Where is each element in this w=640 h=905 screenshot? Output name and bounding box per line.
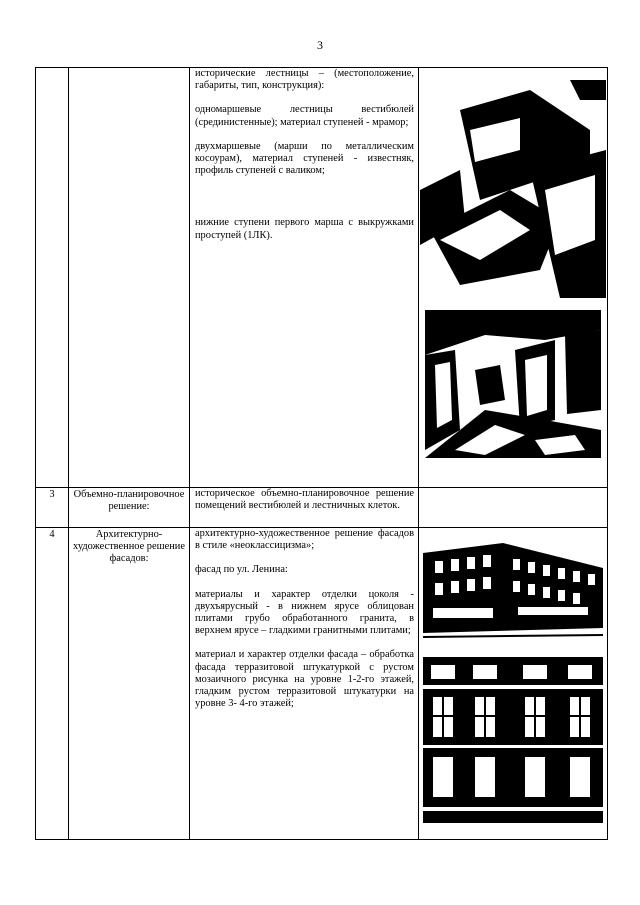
row-name: Объемно-планировочное решение: xyxy=(69,488,190,528)
protection-subject-table xyxy=(35,67,608,840)
row-photos xyxy=(419,68,608,488)
description-paragraph: архитектурно-художественное решение фасадов в стиле «неоклассицизма»; xyxy=(195,528,414,552)
row-description xyxy=(190,488,419,528)
page-number: 3 xyxy=(317,38,323,52)
description-paragraph: материал и характер отделки фасада – обработка фасада терразитовой штукатуркой с рустом мозаичного рисунка на уровне 1-2-го этажей, гладким рустом терразитовой штукатурки на уровне 3- 4-го этажей; xyxy=(195,649,414,710)
description-paragraph: историческое объемно-планировочное решение помещений вестибюлей и лестничных клеток. xyxy=(195,488,414,512)
facade-detail-photo xyxy=(423,657,603,823)
description-paragraph: двухмаршевые (марши по металлическим косоурам), материал ступеней - известняк, профиль ступеней с валиком; xyxy=(195,140,414,177)
description-paragraph: нижние ступени первого марша с выкружками проступей (1ЛК). xyxy=(195,217,414,241)
description-paragraph: одномаршевые лестницы вестибюлей (срединистенные); материал ступеней - мрамор; xyxy=(195,104,414,128)
row-photos xyxy=(419,528,608,840)
row-number: 3 xyxy=(36,488,69,528)
row-number: 4 xyxy=(36,528,69,840)
description-paragraph: фасад по ул. Ленина: xyxy=(195,564,288,576)
row-number xyxy=(36,68,69,488)
table-row xyxy=(36,68,608,488)
table-row xyxy=(36,488,608,528)
row-description xyxy=(190,68,419,488)
staircase-lower-photo xyxy=(425,310,601,458)
table-row xyxy=(36,528,608,840)
row-name xyxy=(69,68,190,488)
row-name: Архитектурно-художественное решение фасадов: xyxy=(69,528,190,840)
description-paragraph: исторические лестницы – (местоположение, габариты, тип, конструкция): xyxy=(195,68,414,92)
staircase-photo xyxy=(420,70,606,298)
row-photos xyxy=(419,488,608,528)
description-paragraph: материалы и характер отделки цоколя - двухъярусный - в нижнем ярусе облицован плитами грубо обработанного гранита, в верхнем ярусе – гладкими гранитными плитами; xyxy=(195,588,414,637)
street-facade-photo xyxy=(423,533,603,645)
row-description xyxy=(190,528,419,840)
